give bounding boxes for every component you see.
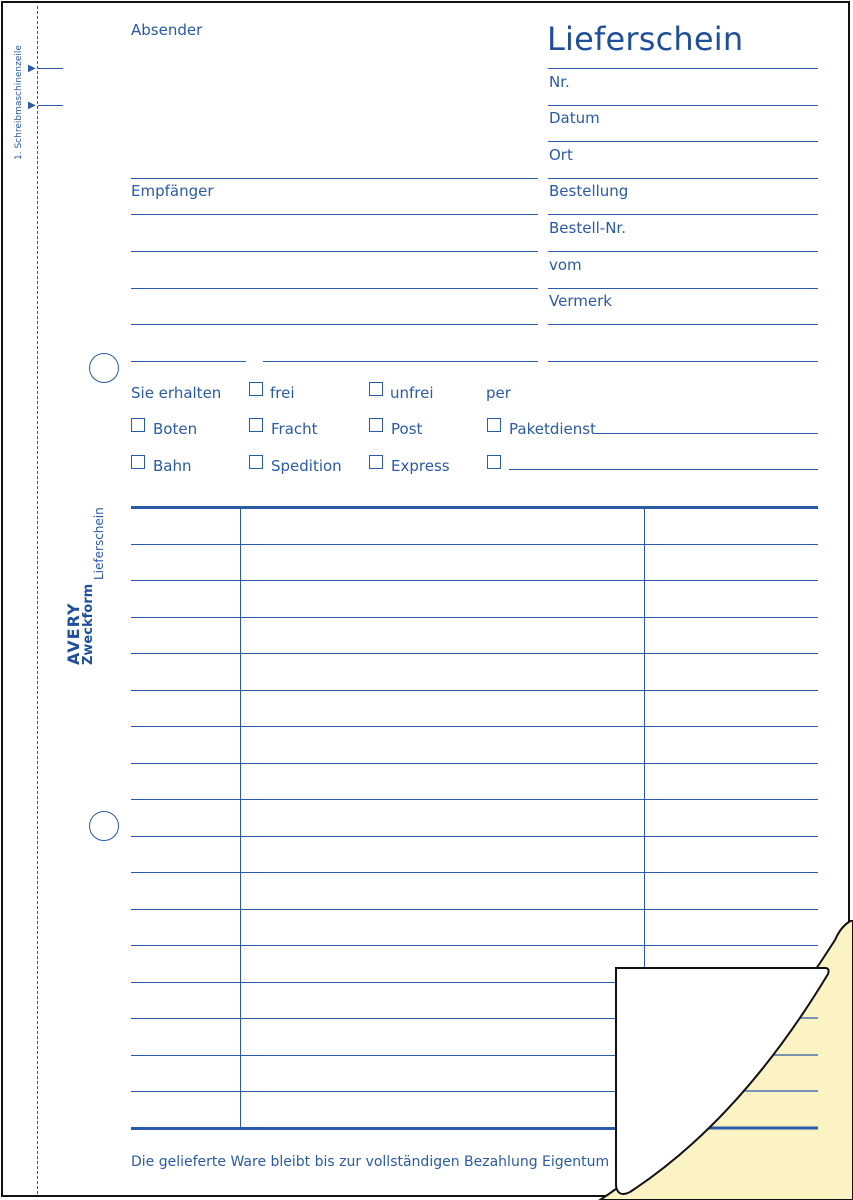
- table-row: [131, 909, 818, 910]
- per-label: per: [486, 384, 511, 402]
- ort-label: Ort: [549, 146, 573, 164]
- table-top-rule: [131, 506, 818, 509]
- logo-line-2: Zweckform: [81, 583, 96, 665]
- unfrei-checkbox[interactable]: [369, 382, 383, 396]
- right-line-5: [548, 251, 818, 252]
- footer-text: Die gelieferte Ware bleibt bis zur vollständigen Bezahlung Eigentum: [131, 1154, 610, 1170]
- right-line-2: [548, 141, 818, 142]
- post-checkbox[interactable]: [369, 418, 383, 432]
- table-row: [131, 799, 818, 800]
- bahn-label: Bahn: [153, 457, 192, 475]
- left-line-1: [131, 214, 538, 215]
- punch-hole-top: [89, 353, 119, 383]
- table-row: [131, 617, 818, 618]
- table-row: [131, 580, 818, 581]
- left-line-4: [131, 324, 538, 325]
- typewriter-marker-1: ▶: [28, 63, 36, 74]
- perforation-line: [37, 6, 38, 1194]
- bahn-checkbox[interactable]: [131, 455, 145, 469]
- boten-label: Boten: [153, 420, 198, 438]
- sie-erhalten-label: Sie erhalten: [131, 384, 222, 402]
- other-checkbox[interactable]: [487, 455, 501, 469]
- express-label: Express: [391, 457, 450, 475]
- typewriter-marker-line-1: [38, 68, 63, 69]
- table-row: [131, 726, 818, 727]
- empfaenger-label: Empfänger: [131, 182, 214, 200]
- bestell-nr-label: Bestell-Nr.: [549, 219, 626, 237]
- table-row: [131, 763, 818, 764]
- paketdienst-checkbox[interactable]: [487, 418, 501, 432]
- right-line-8: [548, 361, 818, 362]
- fracht-label: Fracht: [271, 420, 318, 438]
- right-line-6: [548, 288, 818, 289]
- right-line-1: [548, 105, 818, 106]
- fracht-checkbox[interactable]: [249, 418, 263, 432]
- datum-label: Datum: [549, 109, 600, 127]
- paketdienst-label: Paketdienst: [509, 420, 596, 438]
- folded-corner: [590, 920, 853, 1200]
- vermerk-label: Vermerk: [549, 292, 612, 310]
- nr-label: Nr.: [549, 73, 570, 91]
- column-divider-1: [240, 508, 241, 1130]
- side-form-label: Lieferschein: [92, 507, 106, 580]
- frei-checkbox[interactable]: [249, 382, 263, 396]
- express-checkbox[interactable]: [369, 455, 383, 469]
- paketdienst-line: [594, 433, 818, 434]
- city-line: [263, 361, 538, 362]
- right-line-0: [548, 68, 818, 69]
- left-line-0: [131, 178, 538, 179]
- vom-label: vom: [549, 256, 582, 274]
- page-title: Lieferschein: [547, 20, 744, 58]
- right-line-4: [548, 214, 818, 215]
- punch-hole-bottom: [89, 811, 119, 841]
- table-row: [131, 690, 818, 691]
- typewriter-marker-2: ▶: [28, 100, 36, 111]
- table-row: [131, 836, 818, 837]
- boten-checkbox[interactable]: [131, 418, 145, 432]
- unfrei-label: unfrei: [390, 384, 434, 402]
- right-line-3: [548, 178, 818, 179]
- spedition-label: Spedition: [271, 457, 342, 475]
- right-line-7: [548, 324, 818, 325]
- post-label: Post: [391, 420, 423, 438]
- left-line-2: [131, 251, 538, 252]
- table-row: [131, 653, 818, 654]
- spedition-checkbox[interactable]: [249, 455, 263, 469]
- bestellung-label: Bestellung: [549, 182, 629, 200]
- other-line: [509, 469, 818, 470]
- table-row: [131, 544, 818, 545]
- left-line-3: [131, 288, 538, 289]
- table-row: [131, 872, 818, 873]
- avery-logo: [66, 584, 96, 665]
- typewriter-line-label: 1. Schreibmaschinenzeile: [14, 45, 24, 160]
- frei-label: frei: [270, 384, 295, 402]
- absender-label: Absender: [131, 21, 203, 39]
- zip-line: [131, 361, 246, 362]
- typewriter-marker-line-2: [38, 105, 63, 106]
- logo-line-1: AVERY: [64, 602, 83, 665]
